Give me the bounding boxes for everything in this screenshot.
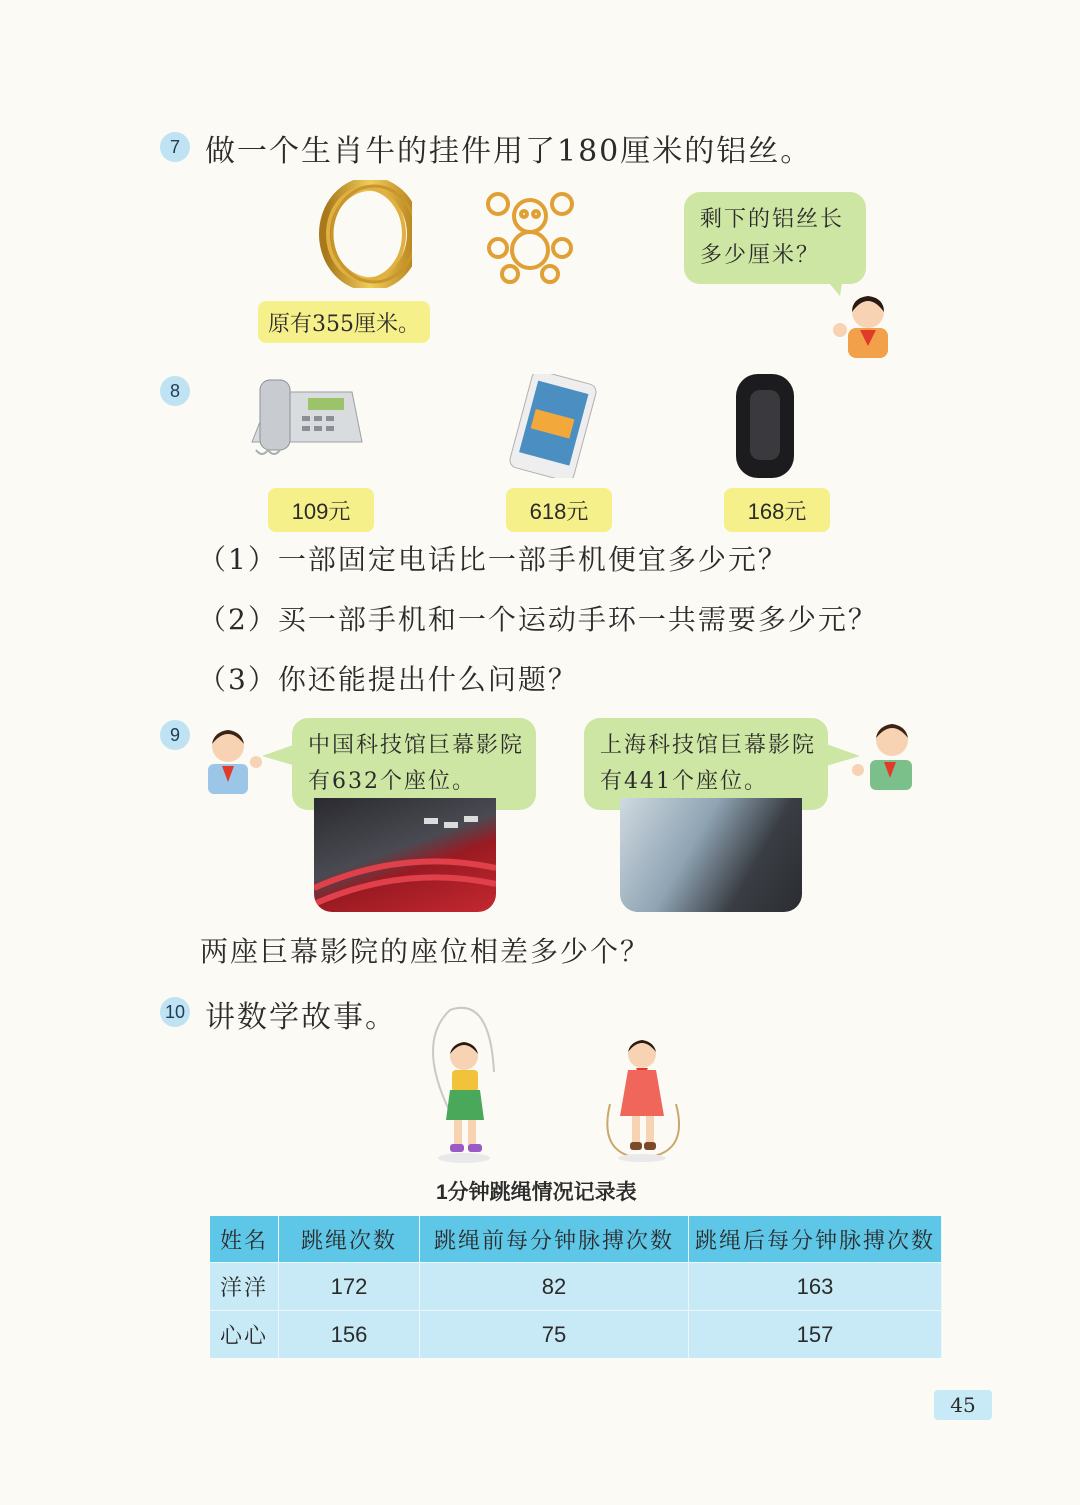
cell-pulse-after: 157 [688, 1311, 941, 1359]
table-row [210, 1263, 942, 1311]
speech-bubble-beijing [292, 718, 536, 810]
mobile-phone-image [502, 374, 602, 478]
girl-character-icon [832, 290, 902, 358]
original-length-tag: 原有355厘米。 [258, 301, 430, 343]
price-tag-landline: 109元 [268, 488, 374, 532]
question-8-3: （3）你还能提出什么问题？ [198, 663, 578, 696]
header-jump-count: 跳绳次数 [278, 1216, 419, 1263]
bubble-beijing-line-1: 中国科技馆巨幕影院 [308, 733, 525, 758]
cell-jump-count: 156 [278, 1311, 419, 1359]
table-row [210, 1311, 942, 1359]
cell-pulse-after: 163 [688, 1263, 941, 1311]
theater-seats-graphic [314, 798, 496, 912]
wire-coil-image [300, 180, 412, 288]
question-7-text: 做一个生肖牛的挂件用了180厘米的铝丝。 [205, 134, 813, 169]
question-8-2: （2）买一部手机和一个运动手环一共需要多少元？ [198, 603, 878, 636]
bubble-beijing-line-2: 有632个座位。 [308, 769, 476, 794]
price-tag-band: 168元 [724, 488, 830, 532]
boy-character-left-icon [202, 724, 266, 794]
ox-ornament-image [480, 188, 580, 284]
header-pulse-after: 跳绳后每分钟脉搏次数 [688, 1216, 941, 1263]
cell-name: 心心 [210, 1311, 278, 1359]
price-tag-mobile: 618元 [506, 488, 612, 532]
question-number-7: 7 [160, 132, 190, 162]
page-number: 45 [934, 1390, 992, 1420]
question-8-1: （1）一部固定电话比一部手机便宜多少元？ [198, 543, 788, 576]
table-header-row [210, 1216, 942, 1263]
cell-jump-count: 172 [278, 1263, 419, 1311]
bubble-tail-left [262, 744, 296, 768]
question-number-9: 9 [160, 720, 190, 750]
header-name: 姓名 [210, 1216, 278, 1263]
landline-phone-image [242, 372, 366, 468]
cell-name: 洋洋 [210, 1263, 278, 1311]
shanghai-theater-photo [620, 798, 802, 912]
boy-character-right-icon [848, 718, 918, 792]
question-number-8: 8 [160, 376, 190, 406]
question-10-text: 讲数学故事。 [205, 1000, 397, 1035]
cell-pulse-before: 82 [419, 1263, 688, 1311]
bubble-line-1: 剩下的铝丝长 [700, 207, 845, 232]
jump-rope-record-table [210, 1216, 942, 1358]
beijing-theater-photo [314, 798, 496, 912]
header-pulse-before: 跳绳前每分钟脉搏次数 [419, 1216, 688, 1263]
table-title: 1分钟跳绳情况记录表 [436, 1181, 637, 1204]
bubble-shanghai-line-1: 上海科技馆巨幕影院 [600, 733, 817, 758]
cell-pulse-before: 75 [419, 1311, 688, 1359]
bubble-line-2: 多少厘米？ [700, 243, 821, 268]
bubble-shanghai-line-2: 有441个座位。 [600, 769, 768, 794]
question-number-10: 10 [160, 997, 190, 1027]
jumping-rope-girl-right-icon [600, 1034, 690, 1162]
speech-bubble-shanghai [584, 718, 828, 810]
question-9-text: 两座巨幕影院的座位相差多少个？ [200, 935, 651, 968]
fitness-band-image [728, 372, 802, 482]
jumping-rope-girl-left-icon [420, 1002, 510, 1164]
